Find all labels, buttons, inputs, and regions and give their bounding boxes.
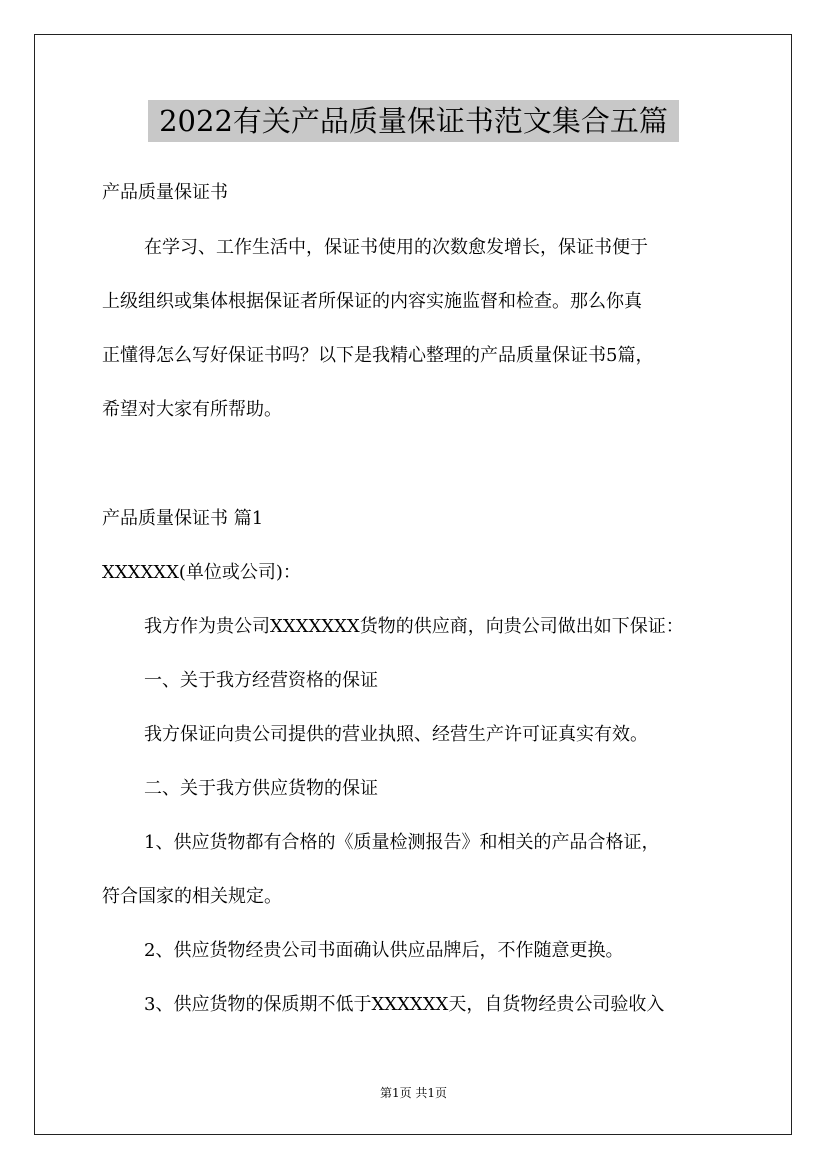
paragraph-line: 我方保证向贵公司提供的营业执照、经营生产许可证真实有效。 <box>144 724 648 745</box>
paragraph-line: 我方作为贵公司XXXXXXX货物的供应商，向贵公司做出如下保证： <box>144 616 684 637</box>
paragraph-line: 3、供应货物的保质期不低于XXXXXX天，自货物经贵公司验收入 <box>144 994 665 1015</box>
document-title: 2022有关产品质量保证书范文集合五篇 <box>148 100 679 142</box>
paragraph-line: 在学习、工作生活中，保证书使用的次数愈发增长，保证书便于 <box>144 237 648 258</box>
addressee-line: XXXXXX(单位或公司)： <box>102 562 301 583</box>
paragraph-line: 符合国家的相关规定。 <box>102 886 282 907</box>
subheading-line: 二、关于我方供应货物的保证 <box>144 778 378 799</box>
paragraph-line: 希望对大家有所帮助。 <box>102 399 282 420</box>
paragraph-line: 正懂得怎么写好保证书吗？以下是我精心整理的产品质量保证书5篇， <box>102 345 654 366</box>
paragraph-line: 上级组织或集体根据保证者所保证的内容实施监督和检查。那么你真 <box>102 291 642 312</box>
subheading-line: 一、关于我方经营资格的保证 <box>144 670 378 691</box>
paragraph-line: 1、供应货物都有合格的《质量检测报告》和相关的产品合格证， <box>144 832 660 853</box>
paragraph-line: 2、供应货物经贵公司书面确认供应品牌后，不作随意更换。 <box>144 940 624 961</box>
intro-heading: 产品质量保证书 <box>102 182 228 203</box>
page-number-footer: 第1页 共1页 <box>379 1086 448 1100</box>
section-heading: 产品质量保证书 篇1 <box>102 508 264 529</box>
